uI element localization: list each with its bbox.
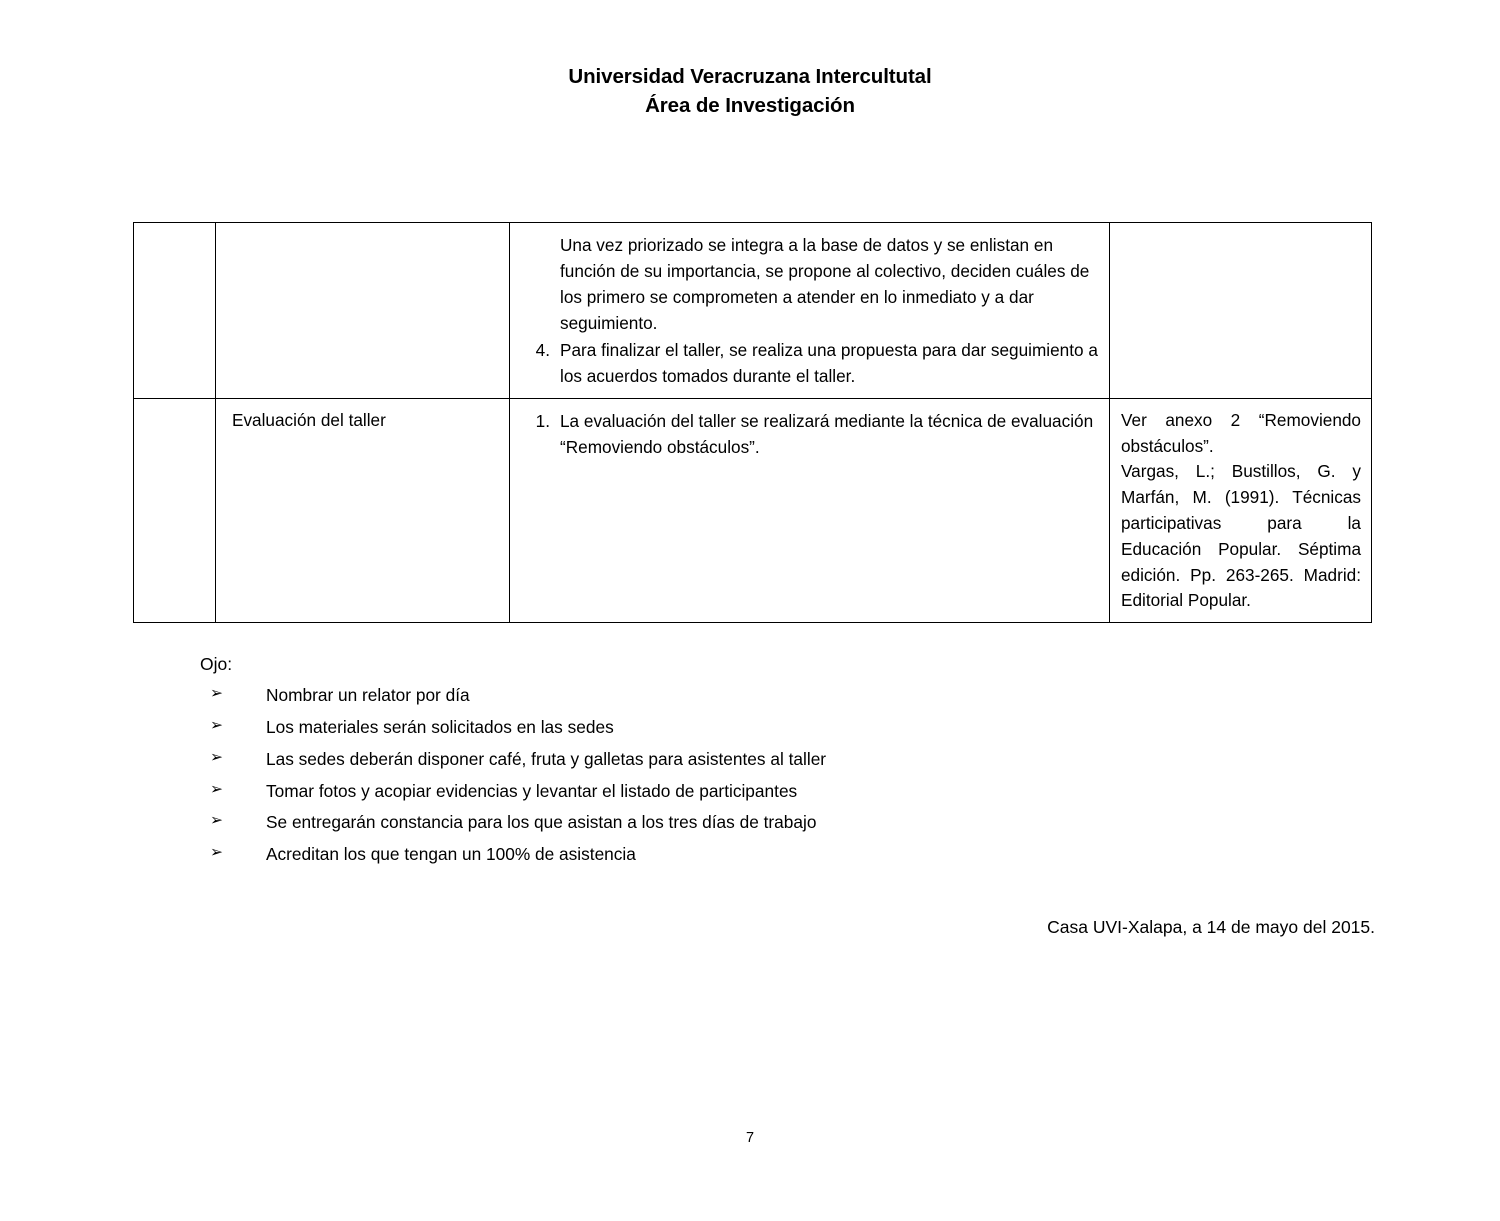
row1-list-item-4-text: Para finalizar el taller, se realiza una propuesta para dar seguimiento a los acuerdos tomados durante el taller. [560, 339, 1098, 386]
row1-paragraph-text: Una vez priorizado se integra a la base de datos y se enlistan en función de su importancia, se propone al colectivo, deciden cuáles de los primero se comprometen a atender en lo inmediato y a dar seguimiento. [560, 235, 1090, 334]
table-row [134, 223, 1372, 399]
table-cell-row1-col2 [216, 223, 510, 399]
row1-procedure-list [516, 232, 1101, 389]
reference-annex-line: Ver anexo 2 “Removiendo obstáculos”. [1121, 409, 1361, 456]
table-cell-row1-col1 [134, 223, 216, 399]
table-cell-row1-col3 [510, 223, 1110, 399]
activities-table [133, 222, 1372, 623]
arrow-bullet-icon: ➢ [210, 844, 223, 862]
header-line-institution: Universidad Veracruzana Intercultutal [568, 65, 932, 88]
table-cell-row1-col1-text [134, 223, 215, 242]
table-cell-row2-col4 [1110, 398, 1372, 622]
table-cell-row1-col4 [1110, 223, 1372, 399]
list-item [200, 843, 1200, 866]
table-cell-row2-col1 [134, 398, 216, 622]
activities-table-wrapper [133, 222, 1371, 623]
arrow-bullet-icon: ➢ [210, 716, 223, 734]
row1-paragraph-item [516, 232, 1101, 337]
row2-list-item-1-number: 1. [535, 410, 550, 431]
table-cell-row1-col2-text [216, 223, 509, 242]
table-cell-row2-col2 [216, 398, 510, 622]
row2-list-item-1 [516, 408, 1101, 460]
list-item [200, 811, 1200, 834]
closing-line: Casa UVI-Xalapa, a 14 de mayo del 2015. [1047, 917, 1375, 937]
arrow-bullet-icon: ➢ [210, 748, 223, 766]
note-text: Acreditan los que tengan un 100% de asistencia [266, 844, 636, 865]
table-cell-row2-col2-text: Evaluación del taller [232, 409, 386, 430]
table-cell-row2-col1-text [134, 399, 215, 418]
document-page [0, 62, 1500, 1221]
note-text: Tomar fotos y acopiar evidencias y levantar el listado de participantes [266, 780, 798, 801]
note-text: Nombrar un relator por día [266, 685, 470, 705]
note-text: Las sedes deberán disponer café, fruta y galletas para asistentes al taller [266, 748, 827, 769]
notes-section [200, 654, 1200, 875]
header-line-area: Área de Investigación [645, 94, 855, 118]
table-cell-row1-col4-text [1110, 223, 1371, 242]
note-text: Se entregarán constancia para los que asistan a los tres días de trabajo [266, 812, 817, 833]
document-header [0, 62, 1500, 120]
row1-list-item-4-number: 4. [535, 339, 550, 360]
reference-citation-line: Vargas, L.; Bustillos, G. y Marfán, M. (1991). Técnicas participativas para la Educación Popular. Séptima edición. Pp. 263-265. Madrid: Editorial Popular. [1121, 461, 1361, 611]
arrow-bullet-icon: ➢ [210, 812, 223, 830]
list-item [200, 684, 1200, 707]
row2-procedure-list [516, 408, 1101, 460]
reference-block [1110, 399, 1371, 622]
arrow-bullet-icon: ➢ [210, 780, 223, 798]
arrow-bullet-icon: ➢ [210, 685, 223, 702]
list-item [200, 780, 1200, 803]
notes-list [200, 684, 1200, 867]
table-row [134, 398, 1372, 622]
notes-title: Ojo: [200, 654, 233, 674]
page-number: 7 [745, 1130, 755, 1146]
row1-list-item-4 [516, 337, 1101, 389]
table-cell-row2-col3 [510, 398, 1110, 622]
row2-list-item-1-text: La evaluación del taller se realizará mediante la técnica de evaluación “Removiendo obstáculos”. [560, 410, 1094, 457]
note-text: Los materiales serán solicitados en las sedes [266, 716, 614, 737]
list-item [200, 748, 1200, 771]
list-item [200, 716, 1200, 739]
